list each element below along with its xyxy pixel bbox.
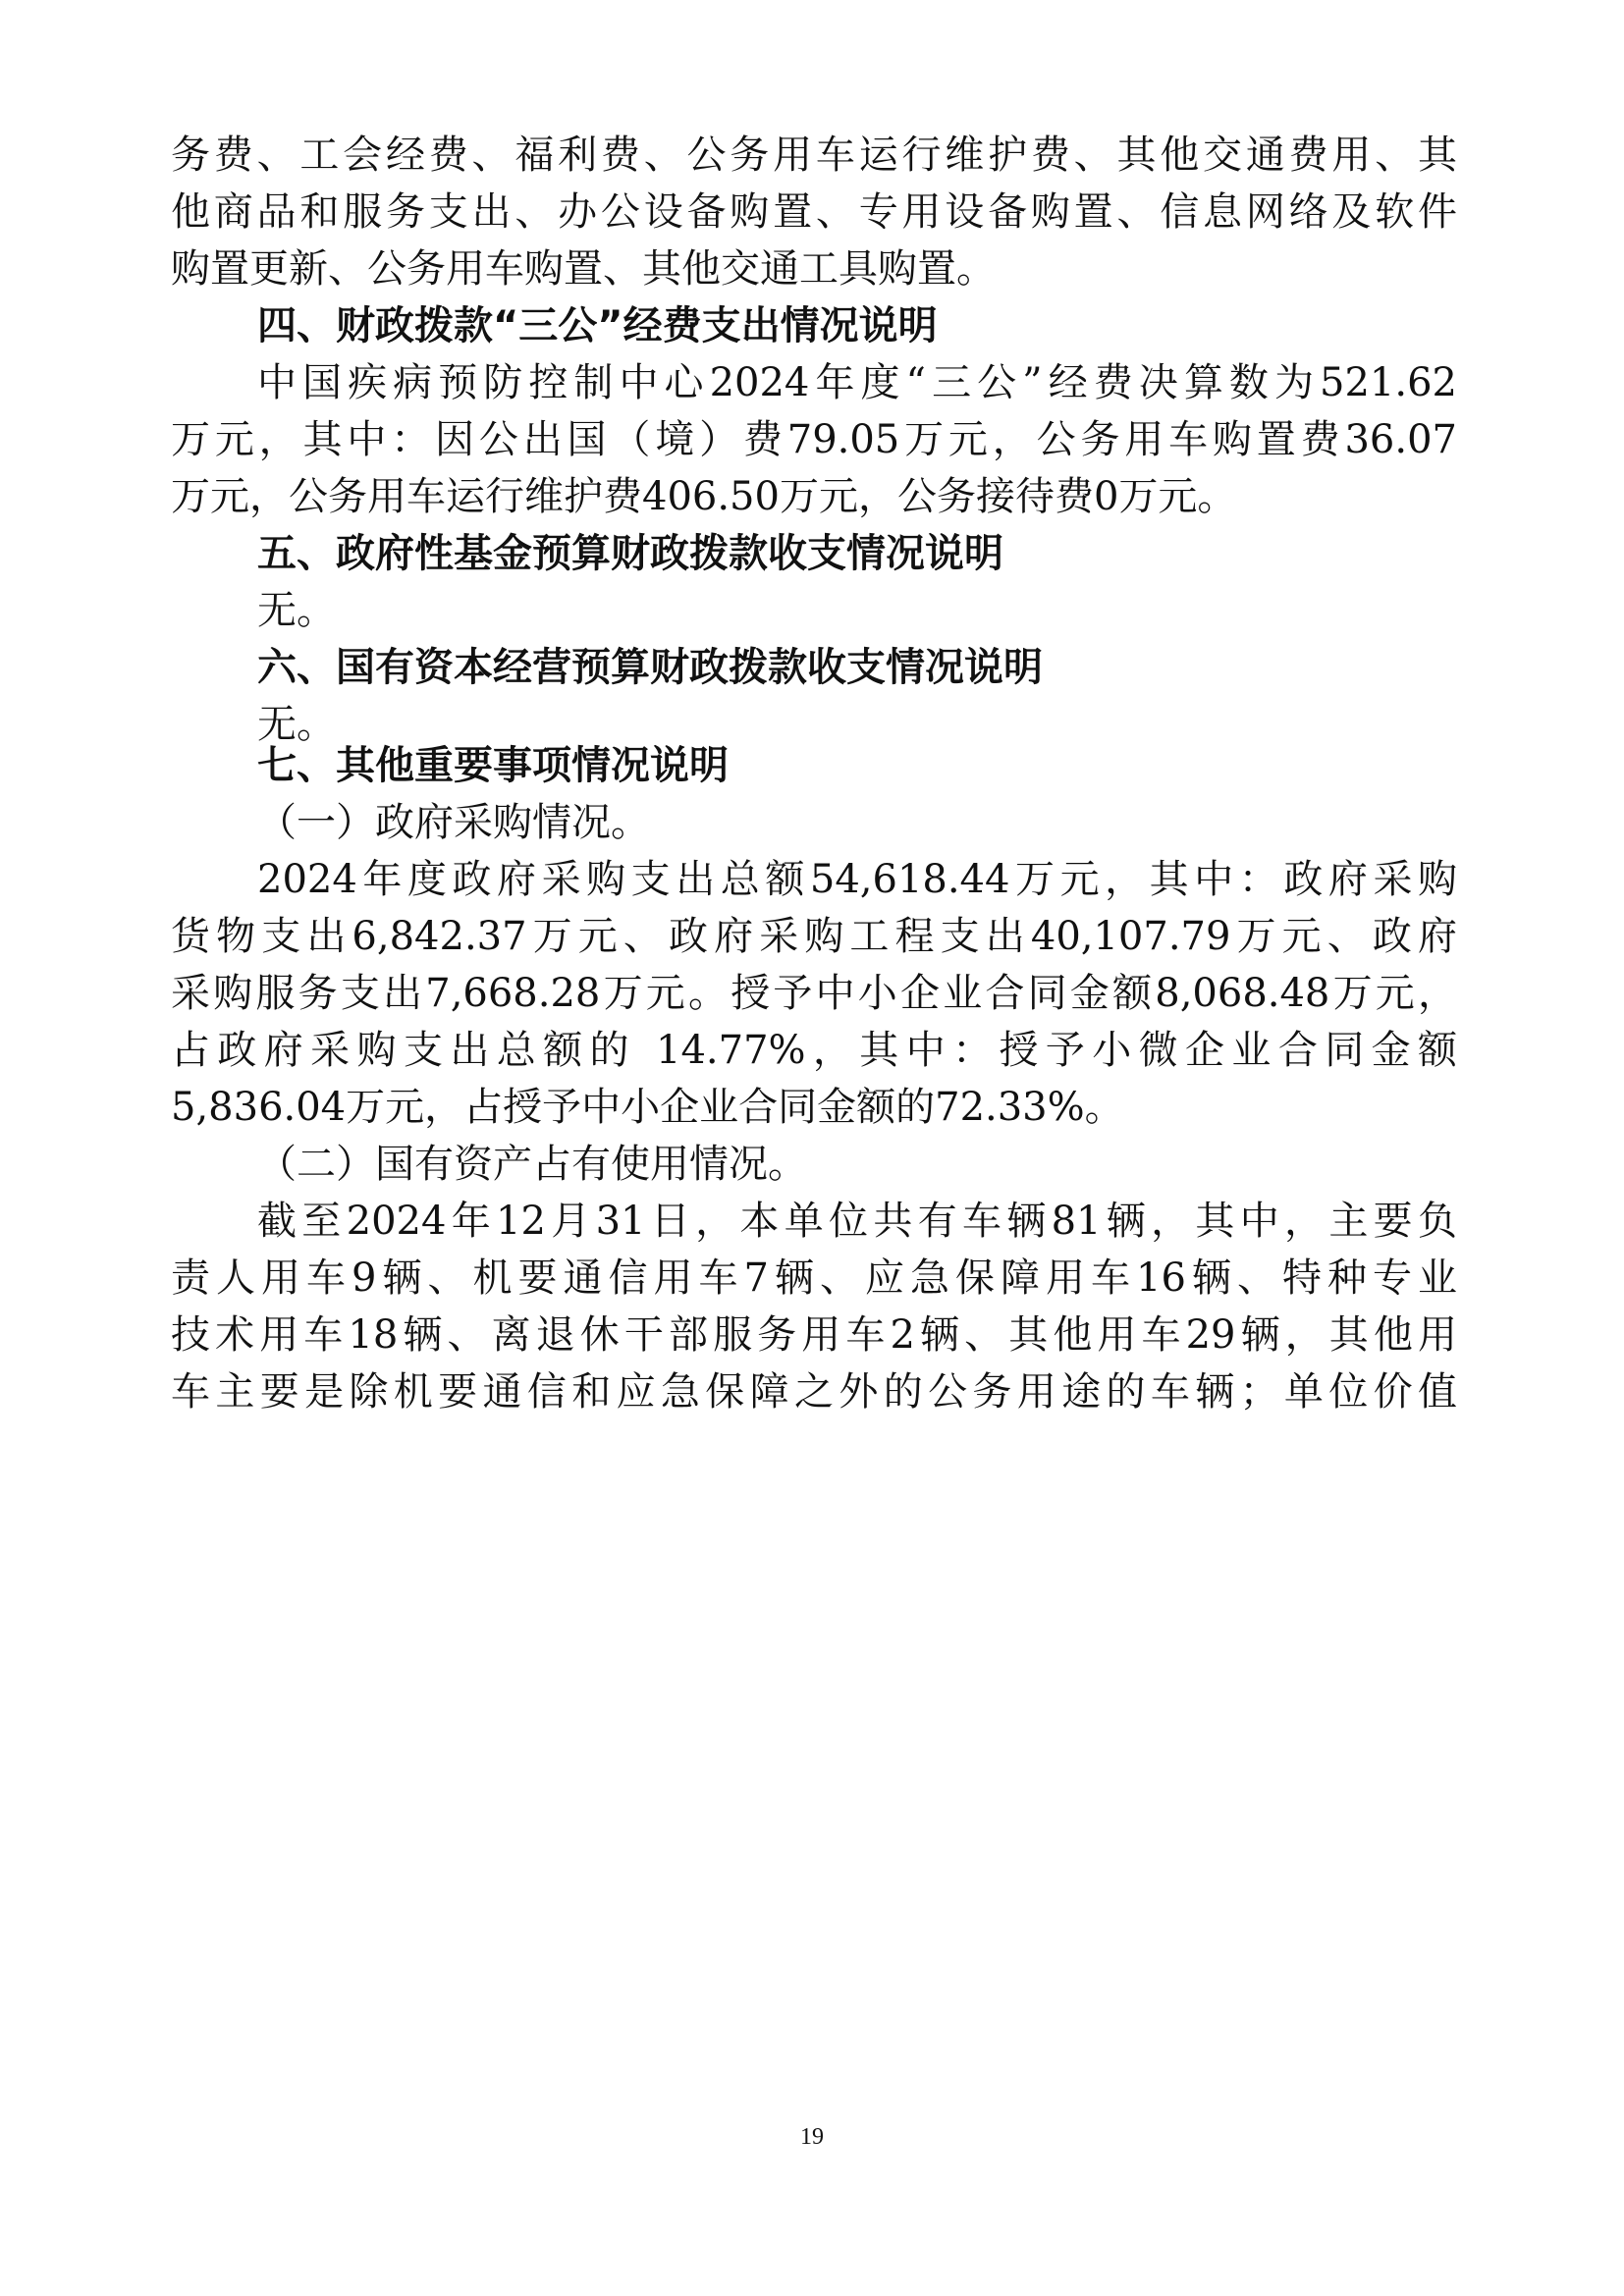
- procurement-line-2: 货物支出6,842.37万元、政府采购工程支出40,107.79万元、政府: [171, 914, 1457, 959]
- procurement-line-1: 2024年度政府采购支出总额54,618.44万元，其中：政府采购: [257, 857, 1457, 902]
- section4-line-1: 中国疾病预防控制中心2024年度“三公”经费决算数为521.62: [257, 360, 1457, 405]
- continuation-line-3: 购置更新、公务用车购置、其他交通工具购置。: [171, 246, 996, 292]
- procurement-line-3: 采购服务支出7,668.28万元。授予中小企业合同金额8,068.48万元，: [171, 971, 1457, 1016]
- continuation-line-1: 务费、工会经费、福利费、公务用车运行维护费、其他交通费用、其: [171, 133, 1457, 178]
- assets-line-3: 技术用车18辆、离退休干部服务用车2辆、其他用车29辆，其他用: [171, 1312, 1457, 1358]
- section7-sub1-title: （一）政府采购情况。: [257, 800, 650, 845]
- section7-heading: 七、其他重要事项情况说明: [257, 743, 729, 788]
- page-number: 19: [800, 2124, 824, 2150]
- section7-sub2-title: （二）国有资产占有使用情况。: [257, 1142, 807, 1187]
- assets-line-1: 截至2024年12月31日，本单位共有车辆81辆，其中，主要负: [257, 1199, 1457, 1244]
- continuation-line-2: 他商品和服务支出、办公设备购置、专用设备购置、信息网络及软件: [171, 189, 1457, 235]
- section4-line-2: 万元，其中：因公出国（境）费79.05万元，公务用车购置费36.07: [171, 417, 1457, 462]
- section5-body: 无。: [257, 588, 336, 633]
- procurement-line-5: 5,836.04万元，占授予中小企业合同金额的72.33%。: [171, 1085, 1124, 1130]
- section6-heading: 六、国有资本经营预算财政拨款收支情况说明: [257, 645, 1043, 690]
- assets-line-4: 车主要是除机要通信和应急保障之外的公务用途的车辆；单位价值: [171, 1369, 1457, 1415]
- section5-heading: 五、政府性基金预算财政拨款收支情况说明: [257, 531, 1003, 576]
- procurement-line-4: 占政府采购支出总额的 14.77%，其中：授予小微企业合同金额: [171, 1028, 1457, 1073]
- section4-heading: 四、财政拨款“三公”经费支出情况说明: [257, 303, 938, 348]
- section4-line-3: 万元，公务用车运行维护费406.50万元，公务接待费0万元。: [171, 474, 1237, 519]
- section6-body: 无。: [257, 702, 336, 747]
- assets-line-2: 责人用车9辆、机要通信用车7辆、应急保障用车16辆、特种专业: [171, 1255, 1457, 1301]
